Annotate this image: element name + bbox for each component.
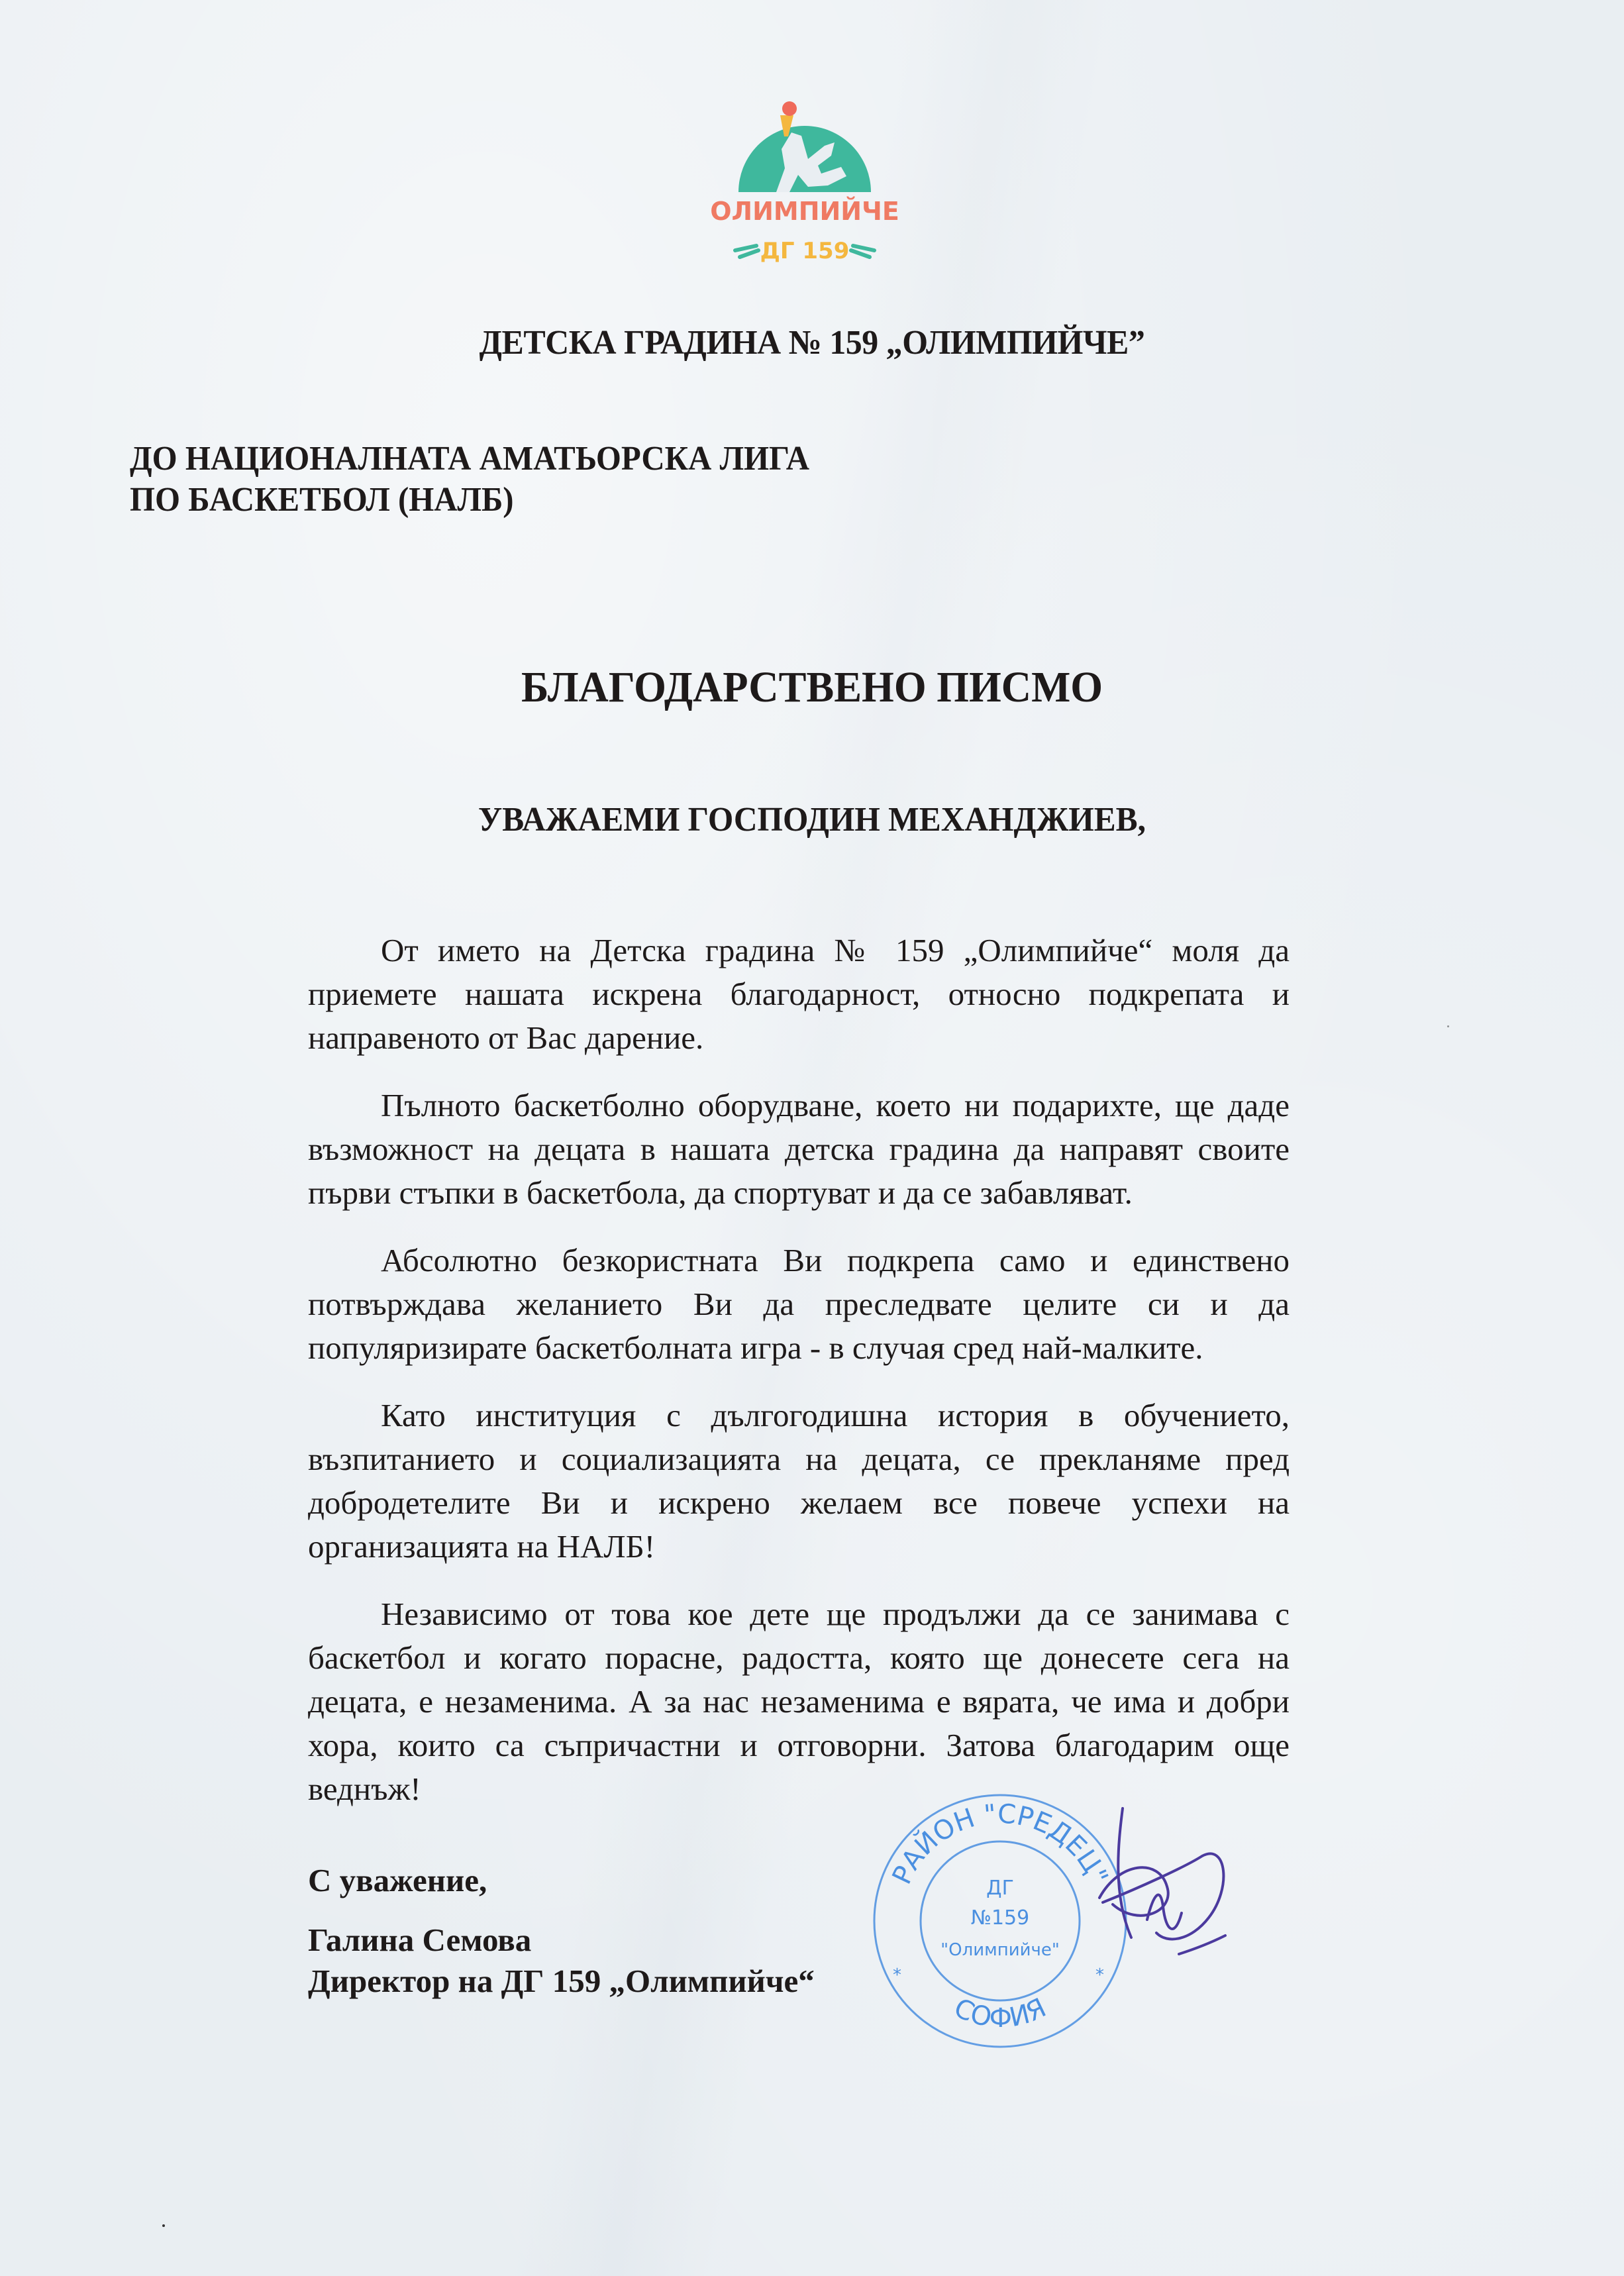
body-paragraph: Като институция с дългогодишна история в обучението, възпитанието и социализацията на децата, се прекланяме пред добродетелите Ви и искрено желаем все повече успехи на организацията на НАЛБ! — [308, 1397, 1290, 1565]
stamp-inner-line-2: №159 — [970, 1906, 1030, 1930]
body-paragraph: Независимо от това кое дете ще продължи да се занимава с баскетбол и когато порасне, радостта, която ще донесете сега на децата, е незаменима. А за нас незаменима е вярата, че има и добри хора, които са съпричастни и отговорни. Затова благодарим още веднъж! — [308, 1596, 1290, 1807]
logo-sub-text: ДГ 159 — [760, 238, 850, 264]
stamp-star-left-icon: * — [893, 1965, 901, 1985]
letter-body — [308, 929, 1290, 1811]
stamp-star-right-icon: * — [1095, 1965, 1104, 1985]
logo-flame-icon — [782, 101, 797, 116]
addressee-block — [130, 439, 809, 521]
logo-name-text: ОЛИМПИЙЧЕ — [710, 197, 899, 226]
signatory-name: Галина Семова — [308, 1922, 532, 1958]
stamp-inner-line-3: "Олимпийче" — [940, 1940, 1060, 1960]
scan-speck — [162, 2224, 165, 2227]
logo-graphic — [709, 99, 901, 272]
salutation: УВАЖАЕМИ ГОСПОДИН МЕХАНДЖИЕВ, — [478, 801, 1146, 839]
stamp-outer-ring — [874, 1795, 1126, 2047]
logo-right-splash — [851, 246, 874, 257]
closing-block — [308, 1861, 815, 2002]
scan-speck — [1447, 1025, 1449, 1027]
signatory-title: Директор на ДГ 159 „Олимпийче“ — [308, 1963, 815, 1999]
logo-left-splash — [735, 246, 758, 257]
official-stamp — [861, 1782, 1232, 2060]
document-title: БЛАГОДАРСТВЕНО ПИСМО — [521, 663, 1103, 711]
addressee-line-1: ДО НАЦИОНАЛНАТА АМАТЬОРСКА ЛИГА — [130, 440, 810, 478]
body-paragraph: Пълното баскетболно оборудване, което ни подарихте, ще даде възможност на децата в нашата детска градина да направят своите първи стъпки в баскетбола, да спортуват и да се забавляват. — [308, 1087, 1290, 1211]
handwritten-signature — [1099, 1808, 1225, 1954]
stamp-top-text: РАЙОН "СРЕДЕЦ" — [886, 1798, 1114, 1889]
addressee-line-2: ПО БАСКЕТБОЛ (НАЛБ) — [130, 481, 514, 519]
stamp-inner-line-1: ДГ — [986, 1877, 1014, 1900]
organization-heading: ДЕТСКА ГРАДИНА № 159 „ОЛИМПИЙЧЕ” — [479, 324, 1145, 362]
kindergarten-logo — [709, 99, 901, 272]
body-paragraph: Абсолютно безкористната Ви подкрепа само и единствено потвърждава желанието Ви да преследвате целите си и да популяризирате баскетболната игра - в случая сред най-малките. — [308, 1242, 1290, 1366]
stamp-inner-ring — [921, 1841, 1080, 2000]
valediction: С уважение, — [308, 1862, 487, 1898]
stamp-graphic — [861, 1782, 1232, 2060]
stamp-bottom-text: СОФИЯ — [949, 1992, 1051, 2034]
body-paragraph: От името на Детска градина № 159 „Олимпийче“ моля да приемете нашата искрена благодарност, относно подкрепата и направеното от Вас дарение. — [308, 932, 1290, 1056]
